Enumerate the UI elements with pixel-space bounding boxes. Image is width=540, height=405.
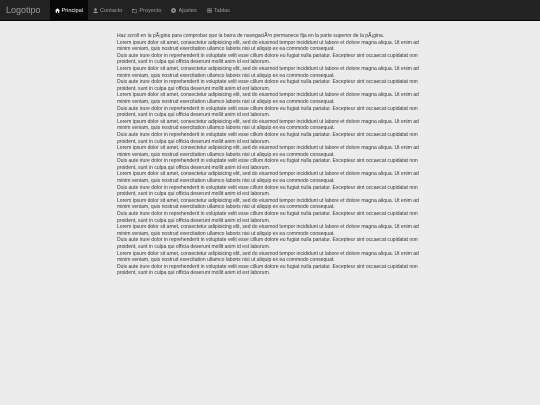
nav-item-label: Contacto <box>100 7 123 14</box>
lorem-paragraph: Lorem ipsum dolor sit amet, consectetur adipisicing elit, sed do eiusmod tempor incididunt ut labore et dolore magna aliqua. Ut enim ad minim veniam, quis nostrud exercitation ullamco laboris nisi ut aliquip ex ea commodo consequat. <box>117 118 419 132</box>
duis-paragraph: Duis aute irure dolor in reprehenderit in voluptate velit esse cillum dolore eu fugiat nulla pariatur. Excepteur sint occaecat cupidatat non proident, sunt in culpa qui officia deserunt mollit anim id est laborum. <box>117 237 418 250</box>
lorem-paragraph: Lorem ipsum dolor sit amet, consectetur adipisicing elit, sed do eiusmod tempor incididunt ut labore et dolore magna aliqua. Ut enim ad minim veniam, quis nostrud exercitation ullamco laboris nisi ut aliquip ex ea commodo consequat. <box>117 65 419 79</box>
duis-paragraph: Duis aute irure dolor in reprehenderit in voluptate velit esse cillum dolore eu fugiat nulla pariatur. Excepteur sint occaecat cupidatat non proident, sunt in culpa qui officia deserunt mollit anim id est laborum. <box>117 263 418 277</box>
page-body[interactable] <box>0 21 540 405</box>
duis-paragraph: Duis aute irure dolor in reprehenderit in voluptate velit esse cillum dolore eu fugiat nulla pariatur. Excepteur sint occaecat cupidatat non proident, sunt in culpa qui officia deserunt mollit anim id est laborum. <box>117 184 418 198</box>
lorem-paragraph: Lorem ipsum dolor sit amet, consectetur adipisicing elit, sed do eiusmod tempor incididunt ut labore et dolore magna aliqua. Ut enim ad minim veniam, quis nostrud exercitation ullamco laboris nisi ut aliquip ex ea commodo consequat. <box>117 250 419 264</box>
gear-icon <box>171 8 176 13</box>
lorem-paragraph: Lorem ipsum dolor sit amet, consectetur adipisicing elit, sed do eiusmod tempor incididunt ut labore et dolore magna aliqua. Ut enim ad minim veniam, quis nostrud exercitation ullamco laboris nisi ut aliquip ex ea commodo consequat. <box>117 224 419 237</box>
list-icon <box>207 8 212 13</box>
nav-item-ajustes[interactable] <box>166 0 201 21</box>
nav-item-proyecto[interactable] <box>127 0 166 21</box>
lorem-paragraph: Lorem ipsum dolor sit amet, consectetur adipisicing elit, sed do eiusmod tempor incididunt ut labore et dolore magna aliqua. Ut enim ad minim veniam, quis nostrud exercitation ullamco laboris nisi ut aliquip ex ea commodo consequat. <box>117 39 419 53</box>
nav-menu <box>50 0 235 20</box>
nav-item-label: Ajustes <box>178 7 197 14</box>
duis-paragraph: Duis aute irure dolor in reprehenderit in voluptate velit esse cillum dolore eu fugiat nulla pariatur. Excepteur sint occaecat cupidatat non proident, sunt in culpa qui officia deserunt mollit anim id est laborum. <box>117 52 418 66</box>
nav-item-label: Proyecto <box>139 7 162 14</box>
intro-text: Haz scroll en la pÃ¡gina para comprobar que la barra de navegaciÃ³n permanece fija en la parte superior de la pÃ¡gina. <box>117 33 385 39</box>
top-navbar <box>0 0 540 21</box>
duis-paragraph: Duis aute irure dolor in reprehenderit in voluptate velit esse cillum dolore eu fugiat nulla pariatur. Excepteur sint occaecat cupidatat non proident, sunt in culpa qui officia deserunt mollit anim id est laborum. <box>117 79 418 92</box>
lorem-paragraph: Lorem ipsum dolor sit amet, consectetur adipisicing elit, sed do eiusmod tempor incididunt ut labore et dolore magna aliqua. Ut enim ad minim veniam, quis nostrud exercitation ullamco laboris nisi ut aliquip ex ea commodo consequat. <box>117 145 419 158</box>
nav-item-principal[interactable] <box>50 0 88 21</box>
duis-paragraph: Duis aute irure dolor in reprehenderit in voluptate velit esse cillum dolore eu fugiat nulla pariatur. Excepteur sint occaecat cupidatat non proident, sunt in culpa qui officia deserunt mollit anim id est laborum. <box>117 105 418 119</box>
duis-paragraph: Duis aute irure dolor in reprehenderit in voluptate velit esse cillum dolore eu fugiat nulla pariatur. Excepteur sint occaecat cupidatat non proident, sunt in culpa qui officia deserunt mollit anim id est laborum. <box>117 211 418 224</box>
nav-item-contacto[interactable] <box>88 0 127 21</box>
lorem-paragraph: Lorem ipsum dolor sit amet, consectetur adipisicing elit, sed do eiusmod tempor incididunt ut labore et dolore magna aliqua. Ut enim ad minim veniam, quis nostrud exercitation ullamco laboris nisi ut aliquip ex ea commodo consequat. <box>117 92 419 105</box>
main-content <box>117 33 420 277</box>
lorem-paragraph: Lorem ipsum dolor sit amet, consectetur adipisicing elit, sed do eiusmod tempor incididunt ut labore et dolore magna aliqua. Ut enim ad minim veniam, quis nostrud exercitation ullamco laboris nisi ut aliquip ex ea commodo consequat. <box>117 171 419 185</box>
user-icon <box>93 8 98 13</box>
lorem-paragraphs <box>117 40 420 277</box>
nav-item-label: Principal <box>61 7 83 14</box>
folder-icon <box>132 8 137 13</box>
lorem-paragraph: Lorem ipsum dolor sit amet, consectetur adipisicing elit, sed do eiusmod tempor incididunt ut labore et dolore magna aliqua. Ut enim ad minim veniam, quis nostrud exercitation ullamco laboris nisi ut aliquip ex ea commodo consequat. <box>117 197 419 211</box>
nav-item-tablas[interactable] <box>202 0 235 21</box>
duis-paragraph: Duis aute irure dolor in reprehenderit in voluptate velit esse cillum dolore eu fugiat nulla pariatur. Excepteur sint occaecat cupidatat non proident, sunt in culpa qui officia deserunt mollit anim id est laborum. <box>117 158 418 171</box>
home-icon <box>55 8 60 13</box>
brand-logo[interactable]: Logotipo <box>6 5 41 15</box>
nav-item-label: Tablas <box>213 7 230 14</box>
duis-paragraph: Duis aute irure dolor in reprehenderit in voluptate velit esse cillum dolore eu fugiat nulla pariatur. Excepteur sint occaecat cupidatat non proident, sunt in culpa qui officia deserunt mollit anim id est laborum. <box>117 131 418 145</box>
